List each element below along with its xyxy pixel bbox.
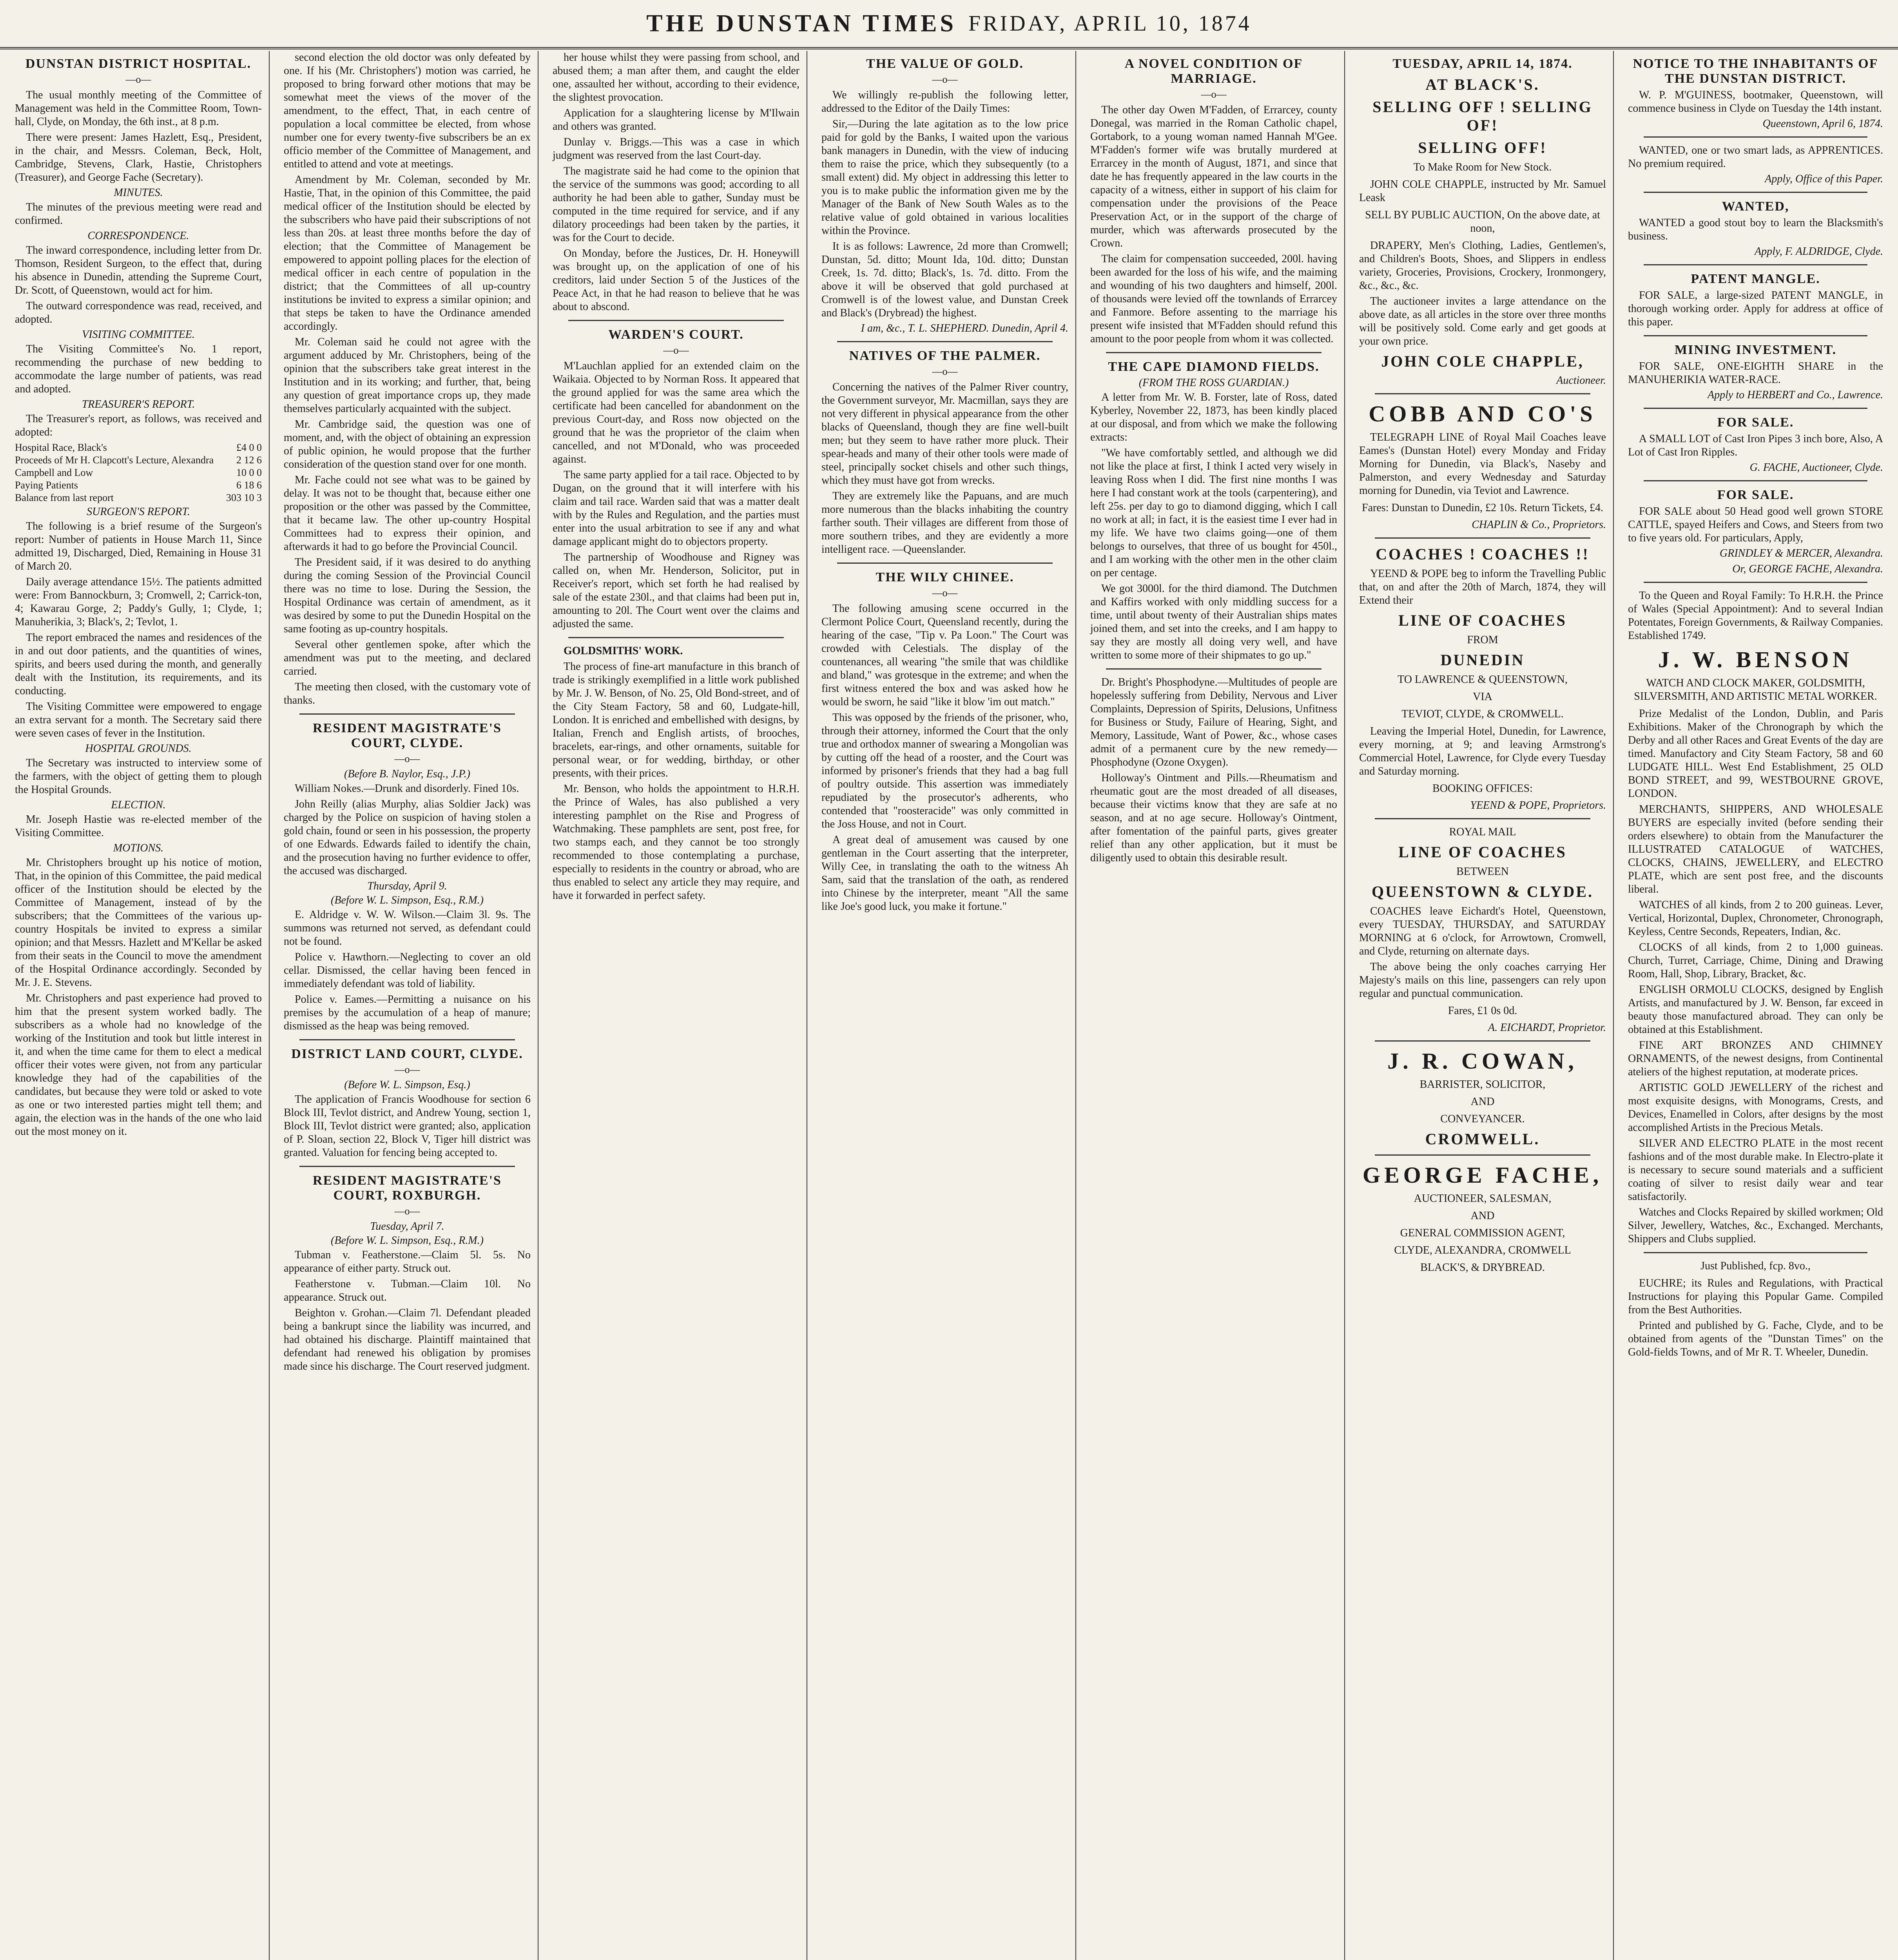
mining-heading: MINING INVESTMENT. <box>1674 343 1837 357</box>
make-room-line: To Make Room for New Stock. <box>1413 161 1552 173</box>
divider <box>1644 136 1867 138</box>
cowan-role: CONVEYANCER. <box>1440 1113 1525 1125</box>
hospital-paragraph: Several other gentlemen spoke, after which the amendment was put to the meeting, and declared carried. <box>284 639 531 677</box>
court-paragraph: Tubman v. Featherstone.—Claim 5l. 5s. No appearance of either party. Struck out. <box>284 1249 531 1274</box>
benson-text: To the Queen and Royal Family: To H.R.H. the Prince of Wales (Special Appointment): And to several Indian Potentates, Foreign Governments, & Railway Companies. Established 1749. <box>1628 590 1883 642</box>
ornament: —o— <box>394 1064 420 1075</box>
ornament: —o— <box>932 587 958 599</box>
divider <box>568 637 784 638</box>
proprietors: A. EICHARDT, Proprietor. <box>1488 1022 1606 1034</box>
wardens-court-heading: WARDEN'S COURT. <box>608 327 744 342</box>
between-label: BETWEEN <box>1456 866 1509 878</box>
coaches-heading: COACHES ! COACHES !! <box>1376 545 1590 563</box>
hospital-paragraph: Daily average attendance 15½. The patients admitted were: From Bannockburn, 3; Cromwell, 2; Carrick-ton, 4; Kawarau Gorge, 2; Paddy's Gully, 1; Clyde, 1; Manuherikia, 3; Black's, 2; Tevlot, 1. <box>15 576 262 628</box>
notice-apply: Apply to HERBERT and Co., Lawrence. <box>1708 389 1883 401</box>
wanted-heading: WANTED, <box>1722 199 1789 214</box>
divider <box>1106 668 1322 670</box>
divider <box>1644 408 1867 409</box>
coach-text: TELEGRAPH LINE of Royal Mail Coaches leave Eames's (Dunstan Hotel) every Monday and Friday Morning for Dunedin, via Black's, Naseby and Palmerston, and every Wednesday and Saturday morning for Dunedin, via Teviot and Lawrence. <box>1359 431 1606 497</box>
auction-text: JOHN COLE CHAPPLE, instructed by Mr. Samuel Leask <box>1359 178 1606 204</box>
court-paragraph: M'Lauchlan applied for an extended claim on the Waikaia. Objected to by Norman Ross. It appeared that the ground applied for was the same area which the certificate had been cancelled for abandonment on the previous Court-day, and Ross now objected on the ground that he was the proprietor of the claim when cancelled, and not M'Donald, who was proceeded against. <box>553 360 799 465</box>
hospital-paragraph: The President said, if it was desired to do anything during the coming Session of the Provincial Council there was no time to lose. During the Session, the Hospital Ordinance was certain of amendment, as it was desired by some to put the Dunedin Hospital on the same footing as up-country hospitals. <box>284 556 531 635</box>
hospital-paragraph: The minutes of the previous meeting were read and confirmed. <box>15 201 262 227</box>
hospital-paragraph: Mr. Christophers brought up his notice of motion, That, in the opinion of this Committee, the paid medical officer of the Institution should be elected by the Committee of Management, instead of by the subscribers; that the Committees of the various up-country Hospitals be invited to express a similar opinion; and that Messrs. Hazlett and M'Kellar be asked from their seats in the Council to move the amendment of the Hospital Ordinance accordingly. Seconded by Mr. J. E. Stevens. <box>15 857 262 989</box>
advert-paragraph: Holloway's Ointment and Pills.—Rheumatism and rheumatic gout are the most dreaded of all diseases, because their victims know that they are safe at no season, and at no age secure. Holloway's Ointment, after fomentation of the painful parts, gives greater relief than any other application, but it must be diligently used to obtain this desirable result. <box>1090 772 1337 864</box>
court-paragraph: The magistrate said he had come to the opinion that the service of the summons was good; according to all authority he had been able to gather, Sunday must be computed in the time required for service, and if any dilatory proceedings had been taken by the parties, it was for the Court to decide. <box>553 165 799 244</box>
article-paragraph: Concerning the natives of the Palmer River country, the Government surveyor, Mr. Macmillan, says they are not very different in physical appearance from the other blacks of Queensland, though they are fine well-built men; but they seem to have rather more pluck. Their spear-heads and many of their other tools were made of steel, principally socket chisels and other such things, which they must have got from wrecks. <box>821 381 1068 486</box>
court-paragraph: Police v. Eames.—Permitting a nuisance on his premises by the accumulation of a heap of manure; dismissed as the heap was being removed. <box>284 993 531 1032</box>
hospital-paragraph: Amendment by Mr. Coleman, seconded by Mr. Hastie, That, in the opinion of this Committee, the paid medical officer of the Institution should be elected by the subscribers who have paid their subscriptions of not less than 20s. at least three months before the day of election; that the Committee of Management be empowered to appoint polling places for the election of medical officer in each centre of population in the district; that the Committees of all up-country institutions be invited to express a similar opinion; and that steps be taken to have the Ordinance amended accordingly. <box>284 174 531 332</box>
notice-apply: GRINDLEY & MERCER, Alexandra. <box>1719 547 1883 559</box>
divider <box>1644 582 1867 583</box>
court-heading: RESIDENT MAGISTRATE'S COURT, CLYDE. <box>313 721 502 750</box>
column-1 <box>8 51 270 1960</box>
columns <box>8 51 1890 1960</box>
via-label: VIA <box>1473 691 1492 703</box>
court-paragraph: Dunlay v. Briggs.—This was a case in which judgment was reserved from the last Court-day. <box>553 136 799 162</box>
auction-text: The auctioneer invites a large attendance on the above date, as all articles in the store over three months will be positively sold. Come early and get goods at your own price. <box>1359 295 1606 347</box>
notice-apply: Apply, F. ALDRIDGE, Clyde. <box>1755 245 1883 258</box>
ornament: —o— <box>394 753 420 764</box>
fares-line: Fares, £1 0s 0d. <box>1448 1005 1517 1017</box>
goldsmiths-heading: GOLDSMITHS' WORK. <box>564 645 683 657</box>
divider <box>1375 1154 1590 1156</box>
hospital-paragraph: Mr. Christophers and past experience had proved to him that the present system worked badly. The subscribers as a whole had no knowledge of the working of the Institution and took but little interest in it, and when the time came for them to elect a medical officer their votes were given, not from any particular knowledge they had of the capabilities of the candidates, but because they were told or asked to vote as one or two interested parties might tell them; and again, the election was in the hands of the one who laid out the most money on it. <box>15 992 262 1138</box>
line-of-coaches: LINE OF COACHES <box>1398 843 1567 861</box>
divider <box>1644 1252 1867 1253</box>
notice-text: A SMALL LOT of Cast Iron Pipes 3 inch bore, Also, A Lot of Cast Iron Ripples. <box>1628 433 1883 458</box>
court-date: Tuesday, April 7. <box>370 1220 444 1232</box>
fares-line: Fares: Dunstan to Dunedin, £2 10s. Return Tickets, £4. <box>1362 502 1603 514</box>
line-of-coaches: LINE OF COACHES <box>1398 612 1567 629</box>
fache-places: BLACK'S, & DRYBREAD. <box>1420 1261 1545 1274</box>
court-paragraph: John Reilly (alias Murphy, alias Soldier Jack) was charged by the Police on suspicion of having stolen a gold chain, found or seen in his possession, the property of one Edwards. Edwards failed to identify the chain, and the prosecution having no further evidence to offer, the accused was discharged. <box>284 798 531 877</box>
notice-heading: NOTICE TO THE INHABITANTS OF THE DUNSTAN DISTRICT. <box>1633 56 1878 86</box>
notice-text: FOR SALE about 50 Head good well grown STORE CATTLE, spayed Heifers and Cows, and Steers from two to five years old. For particulars, Apply, <box>1628 505 1883 544</box>
auction-text: DRAPERY, Men's Clothing, Ladies, Gentlemen's, and Children's Boots, Shoes, and Slippers in endless variety, Groceries, Provisions, Crockery, Ironmongery, &c., &c., &c. <box>1359 240 1606 292</box>
article-paragraph: This was opposed by the friends of the prisoner, who, through their attorney, informed the Court that the only true and orthodox manner of swearing a Mongolian was by cutting off the head of a rooster, and the Court was informed by prisoner's friends that they had a bag full of poultry outside. This assertion was immediately repudiated by the prosecutor's adherents, who contended that "roosteracide" was only committed in the Joss House, and not in Court. <box>821 711 1068 830</box>
notice-apply: Apply, Office of this Paper. <box>1765 173 1883 185</box>
minutes-subhead: MINUTES. <box>114 187 163 199</box>
sale-heading: FOR SALE. <box>1717 488 1794 502</box>
benson-text: SILVER AND ELECTRO PLATE in the most recent fashions and of the most durable make. In Electro-plate it is necessary to secure sound materials and a sufficient coating of silver to resist daily wear and tear satisfactorily. <box>1628 1137 1883 1203</box>
article-paragraph: The process of fine-art manufacture in this branch of trade is strikingly exemplified in a little work published by Mr. J. W. Benson, of No. 25, Old Bond-street, and of the City Steam Factory, 58 and 60, Ludgate-hill, London. It is enriched and embellished with designs, by Italian, French and English artists, of brooches, bracelets, ear-rings, and other ornaments, suitable for personal wear, or for wedding, birthday, or other presents, with their prices. <box>553 661 799 779</box>
column-5 <box>1083 51 1345 1960</box>
via-towns: TEVIOT, CLYDE, & CROMWELL. <box>1401 708 1564 720</box>
article-paragraph: We got 3000l. for the third diamond. The Dutchmen and Kaffirs worked with only middling success for a time, until about twenty of their Australian ships mates joined them, and set into the creeks, and I am happy to say they are mostly all doing very well, and have written to some more of their shipmates to go up." <box>1090 583 1337 661</box>
court-paragraph: The application of Francis Woodhouse for section 6 Block III, Tevlot district, and Andrew Young, section 1, Block III, Tevlot district were granted; also, application of P. Sloan, section 22, Block V, Tiger hill district was granted. Valuation for fencing being accepted to. <box>284 1093 531 1159</box>
motions-subhead: MOTIONS. <box>113 842 164 854</box>
hospital-paragraph: The inward correspondence, including letter from Dr. Thomson, Resident Surgeon, to the effect that, during his absence in Dunedin, attending the Supreme Court, Dr. Scott, of Queenstown, would act for him. <box>15 244 262 296</box>
issue-date: FRIDAY, APRIL 10, 1874 <box>968 11 1252 36</box>
correspondence-subhead: CORRESPONDENCE. <box>87 230 189 242</box>
benson-text: FINE ART BRONZES AND CHIMNEY ORNAMENTS, of the newest designs, from Continental ateliers of the highest reputation, at moderate prices. <box>1628 1039 1883 1078</box>
palmer-heading: NATIVES OF THE PALMER. <box>849 348 1041 363</box>
benson-text: WATCHES of all kinds, from 2 to 200 guineas. Lever, Vertical, Horizontal, Duplex, Chronometer, Chronograph, Keyless, Centre Seconds, Repeaters, Indian, &c. <box>1628 899 1883 938</box>
selling-off-banner: SELLING OFF! <box>1418 139 1547 156</box>
royal-mail: ROYAL MAIL <box>1449 826 1516 838</box>
article-paragraph: It is as follows: Lawrence, 2d more than Cromwell; Dunstan, 5d. ditto; Mount Ida, 10d. ditto; Dunstan Creek, 1s. 7d. ditto; Black's, 1s. 7d. ditto. From the above it will be observed that gold purchased at Cromwell is of the lowest value, and Dunstan Creek and Black's (Drybread) the highest. <box>821 240 1068 319</box>
article-paragraph: A great deal of amusement was caused by one gentleman in the Court asserting that the interpreter, Willy Cee, in translating the oath to the witness Ah Sam, said that the translation of the oath, as rendered into Chinese by the interpreter, meant "All the same like Joe's good luck, you make it fortune." <box>821 834 1068 913</box>
newspaper-title: THE DUNSTAN TIMES <box>646 10 957 37</box>
benson-role: WATCH AND CLOCK MAKER, GOLDSMITH, SILVERSMITH, AND ARTISTIC METAL WORKER. <box>1634 677 1877 702</box>
ornament: —o— <box>932 74 958 85</box>
benson-text: Watches and Clocks Repaired by skilled workmen; Old Silver, Jewellery, Watches, &c., Exchanged. Merchants, Shippers and Clubs supplied. <box>1628 1206 1883 1245</box>
article-paragraph: We willingly re-publish the following letter, addressed to the Editor of the Daily Times: <box>821 89 1068 114</box>
booking-label: BOOKING OFFICES: <box>1432 782 1533 795</box>
court-paragraph: E. Aldridge v. W. W. Wilson.—Claim 3l. 9s. The summons was returned not served, as defendant could not be found. <box>284 909 531 947</box>
cowan-name: J. R. COWAN, <box>1387 1048 1578 1074</box>
article-paragraph: They are extremely like the Papuans, and are much more numerous than the blacks inhabiting the country farther south. Their villages are different from those of more southern tribes, and they are evidently a more intelligent race. —Queenslander. <box>821 490 1068 555</box>
court-paragraph: Police v. Hawthorn.—Neglecting to cover an old cellar. Dismissed, the cellar having been fenced in immediately defendant was told of liability. <box>284 951 531 990</box>
hospital-paragraph: The following is a brief resume of the Surgeon's report: Number of patients in House March 11, Since admitted 19, Discharged, Died, Remaining in House 31 of March 20. <box>15 520 262 572</box>
receipts-table <box>15 441 262 504</box>
at-blacks: AT BLACK'S. <box>1425 76 1540 93</box>
surgeon-subhead: SURGEON'S REPORT. <box>87 506 190 518</box>
notice-text: FOR SALE, ONE-EIGHTH SHARE in the MANUHERIKIA WATER-RACE. <box>1628 360 1883 386</box>
destination-line: TO LAWRENCE & QUEENSTOWN, <box>1398 673 1568 686</box>
court-paragraph: The partnership of Woodhouse and Rigney was called on, when Mr. Henderson, Solicitor, put in Receiver's report, which set forth he had realised by sale of the estate 230l., and that claims had been put in, amounting to 20l. The Court went over the claims and adjusted the same. <box>553 551 799 630</box>
divider <box>1644 480 1867 481</box>
receipt-row: Balance from last report 303 10 3 <box>15 492 262 503</box>
divider <box>1375 537 1590 539</box>
grounds-subhead: HOSPITAL GROUNDS. <box>85 742 192 755</box>
column-7 <box>1621 51 1890 1960</box>
divider <box>1644 264 1867 265</box>
divider <box>1644 335 1867 336</box>
court-subhead: (Before B. Naylor, Esq., J.P.) <box>344 768 470 780</box>
article-paragraph: Sir,—During the late agitation as to the low price paid for gold by the Banks, I waited upon the various bank managers in Dunedin, with the view of inducing them to raise the price, which they subsequently (to a small extent) did. My object in addressing this letter to you is to make public the information given me by the Manager of the Bank of New South Wales as to the relative value of gold obtained in various localities within the Province. <box>821 118 1068 237</box>
hospital-paragraph: Mr. Cambridge said, the question was one of moment, and, with the object of obtaining an expression of public opinion, he would propose that the further consideration of the question stand over for one month. <box>284 418 531 470</box>
roxburgh-court-heading: RESIDENT MAGISTRATE'S COURT, ROXBURGH. <box>313 1173 502 1203</box>
hospital-paragraph: Mr. Joseph Hastie was re-elected member of the Visiting Committee. <box>15 813 262 839</box>
hospital-paragraph: The Treasurer's report, as follows, was received and adopted: <box>15 413 262 438</box>
article-paragraph: Mr. Benson, who holds the appointment to H.R.H. the Prince of Wales, has also published a very interesting pamphlet on the Rise and Progress of Watchmaking. These pamphlets are sent, post free, for two stamps each, and they cannot be too strongly recommended to those contemplating a purchase, especially to residents in the country or abroad, who are thus enabled to select any article they may require, and have it forwarded in perfect safety. <box>553 783 799 902</box>
diamond-heading: THE CAPE DIAMOND FIELDS. <box>1108 359 1320 374</box>
hospital-heading: DUNSTAN DISTRICT HOSPITAL. <box>25 56 252 71</box>
hospital-paragraph: The meeting then closed, with the customary vote of thanks. <box>284 681 531 706</box>
benson-text: CLOCKS of all kinds, from 2 to 1,000 guineas. Church, Turret, Carriage, Chime, Dining and Drawing Room, Hall, Shop, Library, Bracket, &c. <box>1628 941 1883 980</box>
cowan-town: CROMWELL. <box>1425 1130 1540 1148</box>
route-heading: QUEENSTOWN & CLYDE. <box>1371 883 1594 900</box>
masthead <box>0 0 1898 49</box>
benson-text: Prize Medalist of the London, Dublin, and Paris Exhibitions. Maker of the Chronograph by which the Derby and all other Races and Great Events of the day are timed. Manufactory and City Steam Factory, 58 and 60 LUDGATE HILL. West End Establishment, 25 OLD BOND STREET, and 99, WESTBOURNE GROVE, LONDON. <box>1628 708 1883 800</box>
treasurer-subhead: TREASURER'S REPORT. <box>82 398 195 410</box>
sale-heading: FOR SALE. <box>1717 415 1794 430</box>
divider <box>568 320 784 321</box>
receipt-row: Paying Patients 6 18 6 <box>15 479 262 491</box>
column-6 <box>1352 51 1614 1960</box>
election-subhead: ELECTION. <box>111 799 166 811</box>
court-subhead: (Before W. L. Simpson, Esq., R.M.) <box>331 894 484 906</box>
ornament: —o— <box>663 345 689 356</box>
hospital-paragraph: The Visiting Committee's No. 1 report, recommending the purchase of new bedding to accommodate the large number of patients, was read and adopted. <box>15 343 262 395</box>
article-paragraph: "We have comfortably settled, and although we did not like the place at first, I think I acted very wisely in leaving Ross when I did. The first nine months I was here I had constant work at the tools (carpentering), and left 25s. per day to go to diamond digging, which I call no work at all; in fact, it is the easiest time I ever had in my life. We have two claims going—one of them belongs to ourselves, that three of us bought for 450l., and I am working with the other men in the other claim on per centage. <box>1090 447 1337 579</box>
coach-text: YEEND & POPE beg to inform the Travelling Public that, on and after the 20th of March, 1874, they will Extend their <box>1359 568 1606 606</box>
fache-role: AUCTIONEER, SALESMAN, <box>1414 1192 1552 1205</box>
court-paragraph: her house whilst they were passing from school, and abused them; a man after them, and caught the elder one, assaulted her without, according to their evidence, the slightest provocation. <box>553 51 799 103</box>
ornament: —o— <box>1201 89 1227 100</box>
hospital-paragraph: Mr. Fache could not see what was to be gained by delay. It was not to be thought that, because either one proposition or the other was passed by the Committee, that it became law. The other up-country Hospital Committees had to express their opinion, and afterwards it had to go before the Provincial Council. <box>284 474 531 553</box>
benson-text: ENGLISH ORMOLU CLOCKS, designed by English Artists, and manufactured by J. W. Benson, far exceed in beauty those manufactured abroad. They can only be obtained at this Establishment. <box>1628 984 1883 1036</box>
euchre-text: EUCHRE; its Rules and Regulations, with Practical Instructions for playing this Popular Game. Compiled from the Best Authorities. <box>1628 1277 1883 1316</box>
divider <box>1106 352 1322 353</box>
chinee-heading: THE WILY CHINEE. <box>876 570 1014 584</box>
divider <box>299 1166 515 1167</box>
notice-text: WANTED, one or two smart lads, as APPRENTICES. No premium required. <box>1628 144 1883 170</box>
notice-date: Queenstown, April 6, 1874. <box>1762 118 1883 130</box>
court-date: Thursday, April 9. <box>367 880 447 892</box>
cowan-role: BARRISTER, SOLICITOR, <box>1419 1078 1546 1091</box>
advert-paragraph: Dr. Bright's Phosphodyne.—Multitudes of people are hopelessly suffering from Debility, Nervous and Liver Complaints, Depression of Spirits, Delusions, Unfitness for Business or Study, Failure of Hearing, Sight, and Memory, Lassitude, Want of Power, &c., whose cases admit of a permanent cure by the new remedy—Phosphodyne (Ozone Oxygen). <box>1090 676 1337 768</box>
coach-text: COACHES leave Eichardt's Hotel, Queenstown, every TUESDAY, THURSDAY, and SATURDAY MORNING at 6 o'clock, for Arrowtown, Cromwell, and Clyde, returning on alternate days. <box>1359 905 1606 957</box>
publication-line: Just Published, fcp. 8vo., <box>1700 1260 1811 1272</box>
marriage-heading: A NOVEL CONDITION OF MARRIAGE. <box>1124 56 1303 86</box>
receipt-row: Hospital Race, Black's £4 0 0 <box>15 442 262 453</box>
ornament: —o— <box>394 1205 420 1217</box>
benson-name: J. W. BENSON <box>1658 647 1853 672</box>
dunedin-label: DUNEDIN <box>1440 651 1525 669</box>
cobb-heading: COBB AND CO'S <box>1369 401 1597 426</box>
court-subhead: (Before W. L. Simpson, Esq., R.M.) <box>331 1234 484 1247</box>
notice-text: W. P. M'GUINESS, bootmaker, Queenstown, will commence business in Clyde on Tuesday the 14th instant. <box>1628 89 1883 114</box>
article-paragraph: A letter from Mr. W. B. Forster, late of Ross, dated Kyberley, November 22, 1873, has been kindly placed at our disposal, and from which we make the following extracts: <box>1090 391 1337 443</box>
divider <box>1375 818 1590 819</box>
printer-imprint: Printed and published by G. Fache, Clyde, and to be obtained from agents of the "Dunstan Times" on the Gold-fields Towns, and of Mr R. T. Wheeler, Dunedin. <box>1628 1319 1883 1358</box>
notice-text: WANTED a good stout boy to learn the Blacksmith's business. <box>1628 217 1883 242</box>
letter-signature: I am, &c., T. L. SHEPHERD. Dunedin, April 4. <box>861 322 1068 334</box>
article-paragraph: The following amusing scene occurred in the Clermont Police Court, Queensland recently, during the hearing of the case, "Tip v. Pa Loon." The Court was crowded with Celestials. The display of the countenances, all wearing "the smile that was childlike and bland," was grotesque in the extreme; and when the first witness entered the box and was asked how he would be sworn, he said "like it blow 'im out match." <box>821 603 1068 708</box>
court-paragraph: On Monday, before the Justices, Dr. H. Honeywill was brought up, on the application of one of his creditors, laid under Section 5 of the Justices of the Peace Act, in that he had reason to believe that he was about to abscond. <box>553 247 799 313</box>
divider <box>299 1039 515 1040</box>
court-paragraph: Featherstone v. Tubman.—Claim 10l. No appearance. Struck out. <box>284 1278 531 1303</box>
and-label: AND <box>1470 1210 1495 1222</box>
court-paragraph: Application for a slaughtering license by M'Ilwain and others was granted. <box>553 107 799 132</box>
hospital-paragraph: The usual monthly meeting of the Committee of Management was held in the Committee Room, Town-hall, Clyde, on Monday, the 6th inst., at 8 p.m. <box>15 89 262 128</box>
land-court-heading: DISTRICT LAND COURT, CLYDE. <box>291 1047 523 1061</box>
fache-name: GEORGE FACHE, <box>1362 1162 1603 1188</box>
divider <box>1375 1040 1590 1042</box>
court-paragraph: William Nokes.—Drunk and disorderly. Fined 10s. <box>295 782 519 795</box>
proprietors: YEEND & POPE, Proprietors. <box>1470 799 1606 811</box>
court-paragraph: Beighton v. Grohan.—Claim 7l. Defendant pleaded being a bankrupt since the liability was incurred, and had obtained his discharge. Plaintiff maintained that defendant had renewed his obligation by promises made since his discharge. The Court reserved judgment. <box>284 1307 531 1372</box>
divider <box>1644 192 1867 193</box>
court-subhead: (Before W. L. Simpson, Esq.) <box>344 1079 470 1091</box>
notice-text: FOR SALE, a large-sized PATENT MANGLE, in thorough working order. Apply for address at office of this paper. <box>1628 289 1883 328</box>
visiting-subhead: VISITING COMMITTEE. <box>82 328 195 341</box>
hospital-paragraph: second election the old doctor was only defeated by one. If his (Mr. Christophers') motion was carried, he proposed to bring forward other motions that may be somewhat meet the views of the mover of the amendment, to the effect, That, in each centre of population a local committee be elected, from whose number one for every twenty-five subscribers be an ex officio member of the Committee of Management, and entitled to attend and vote at meetings. <box>284 51 531 170</box>
divider <box>837 341 1053 342</box>
article-paragraph: The claim for compensation succeeded, 200l. having been awarded for the loss of his wife, and the maiming and wounding of his two daughters and himself, 200l. of thousands were levied off the townlands of Errarcey and Fanmore. Before assenting to the marriage his present wife insisted that M'Fadden should refund this amount to the poor people from whom it was collected. <box>1090 253 1337 345</box>
article-paragraph: The other day Owen M'Fadden, of Errarcey, county Donegal, was married in the Roman Catholic chapel, Gortabork, to a young woman named Hannah M'Gee. M'Fadden's former wife was brutally murdered at Errarcey in the month of August, 1871, and since that date he has frequently appeared in the law courts in the capacity of a witness, either in support of his claim for compensation under the provisions of the Peace Preservation Act, or in the support of the charge of murder, which was afterwards prosecuted by the Crown. <box>1090 104 1337 249</box>
fache-places: CLYDE, ALEXANDRA, CROMWELL <box>1394 1244 1571 1256</box>
auctioneer-name: JOHN COLE CHAPPLE, <box>1381 352 1584 370</box>
divider <box>1375 393 1590 394</box>
divider <box>299 713 515 715</box>
hospital-paragraph: The outward correspondence was read, received, and adopted. <box>15 300 262 325</box>
auctioneer-role: Auctioneer. <box>1556 374 1606 387</box>
column-2 <box>277 51 538 1960</box>
benson-text: MERCHANTS, SHIPPERS, AND WHOLESALE BUYERS are especially invited (before sending their orders elsewhere) to obtain from the Manufacturer the ILLUSTRATED CATALOGUE of WATCHES, CLOCKS, CHAINS, JEWELLERY, and ELECTRO PLATE, which are sent post free, and the discounts liberal. <box>1628 803 1883 895</box>
hospital-paragraph: There were present: James Hazlett, Esq., President, in the chair, and Messrs. Coleman, Beck, Holt, Cambridge, Stevens, Clark, Hastie, Christophers (Treasurer), and George Fache (Secretary). <box>15 131 262 183</box>
notice-apply: Or, GEORGE FACHE, Alexandra. <box>1732 563 1883 575</box>
hospital-paragraph: The Visiting Committee were empowered to engage an extra servant for a month. The Secretary said there were seven cases of fever in the Institution. <box>15 701 262 739</box>
auction-line: SELL BY PUBLIC AUCTION, On the above date, at noon, <box>1365 209 1600 234</box>
mangle-heading: PATENT MANGLE. <box>1691 272 1820 286</box>
coach-text: The above being the only coaches carrying Her Majesty's mails on this line, passengers can rely upon regular and punctual communication. <box>1359 961 1606 1000</box>
benson-text: ARTISTIC GOLD JEWELLERY of the richest and most exquisite designs, with Monograms, Crests, and Devices, Enamelled in Colors, after designs by the most accomplished Artists in the Precious Metals. <box>1628 1082 1883 1134</box>
gold-heading: THE VALUE OF GOLD. <box>866 56 1024 71</box>
hospital-paragraph: The report embraced the names and residences of the in and out door patients, and the quantities of wines, spirits, and beers used during the month, and generally dealt with the Institution, its requirements, and its conducting. <box>15 632 262 697</box>
column-3 <box>546 51 807 1960</box>
from-label: FROM <box>1467 634 1498 646</box>
coach-text: Leaving the Imperial Hotel, Dunedin, for Lawrence, every morning, at 9; and leaving Armstrong's Commercial Hotel, Lawrence, for Clyde every Tuesday and Saturday morning. <box>1359 725 1606 777</box>
proprietors: CHAPLIN & Co., Proprietors. <box>1472 519 1606 531</box>
receipt-row: Campbell and Low 10 0 0 <box>15 467 262 478</box>
notice-apply: G. FACHE, Auctioneer, Clyde. <box>1749 461 1883 474</box>
receipt-row: Proceeds of Mr H. Clapcott's Lecture, Alexandra 2 12 6 <box>15 454 262 466</box>
column-4 <box>814 51 1076 1960</box>
hospital-paragraph: The Secretary was instructed to interview some of the farmers, with the object of getting them to plough the Hospital Grounds. <box>15 757 262 796</box>
diamond-source: (FROM THE ROSS GUARDIAN.) <box>1138 377 1289 389</box>
ornament: —o— <box>932 366 958 377</box>
and-label: AND <box>1470 1096 1495 1108</box>
hospital-paragraph: Mr. Coleman said he could not agree with the argument adduced by Mr. Christophers, being of the opinion that the subscribers take great interest in the Institution and in its working; and further, that, being any question of great importance crops up, they made themselves particularly acquainted with the subject. <box>284 336 531 415</box>
selling-off-banner: SELLING OFF ! SELLING OF! <box>1372 98 1593 134</box>
sale-date-heading: TUESDAY, APRIL 14, 1874. <box>1392 56 1573 71</box>
ornament: —o— <box>125 74 151 85</box>
court-paragraph: The same party applied for a tail race. Objected to by Dugan, on the ground that it will interfere with his claim and tail race. Warden said that was a matter dealt with by the Rules and Regulation, and the parties must enter into the usual arbitration to see if any and what damage applicant might do to objectors property. <box>553 469 799 548</box>
fache-role: GENERAL COMMISSION AGENT, <box>1400 1227 1565 1239</box>
divider <box>837 563 1053 564</box>
